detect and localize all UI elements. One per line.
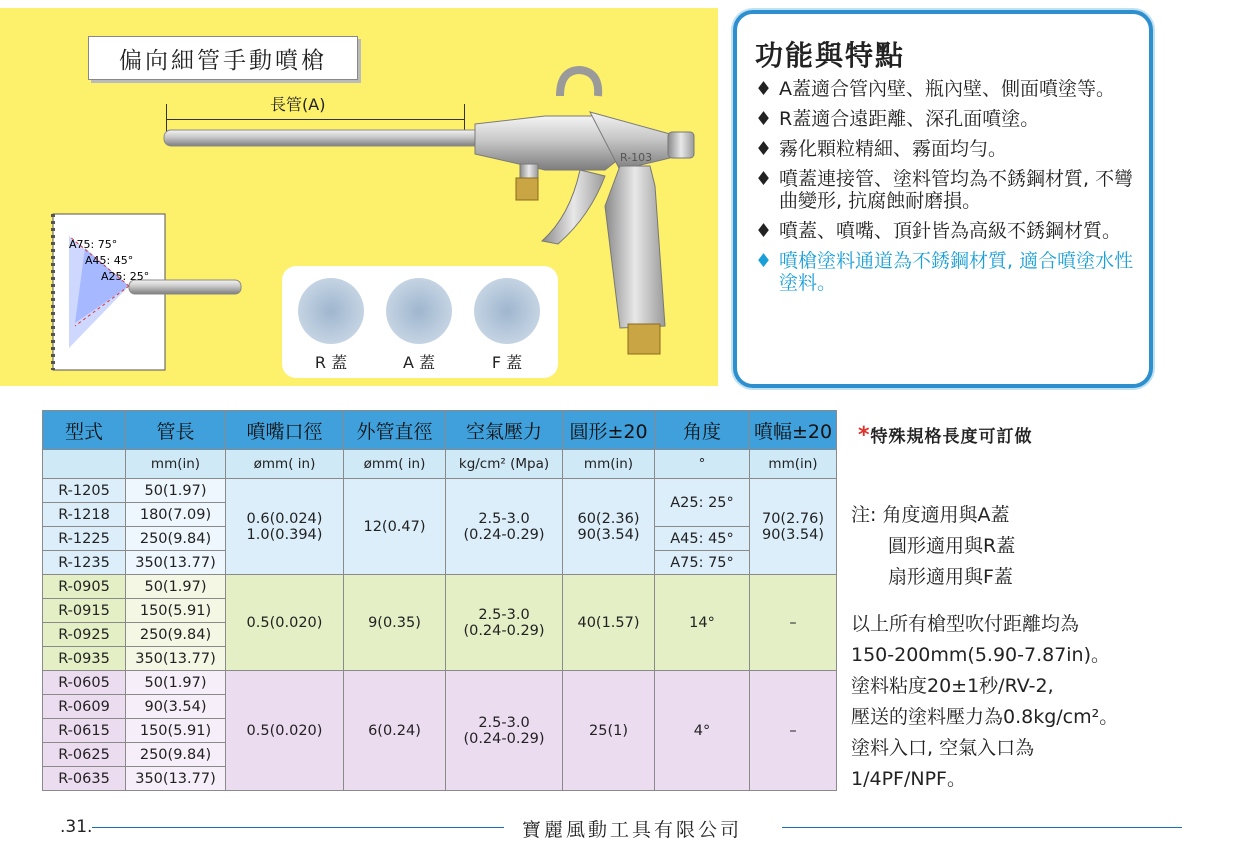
round-cell: 60(2.36) 90(3.54) — [563, 479, 655, 575]
cap-usage-notes: 注: 角度適用與A蓋 圓形適用與R蓋 扇形適用與F蓋 — [851, 504, 1016, 588]
col-header-angle: 角度 — [655, 411, 750, 450]
product-title: 偏向細管手動噴槍 — [88, 36, 358, 80]
width-cell: – — [750, 671, 837, 791]
r-cap-label: R 蓋 — [314, 353, 348, 372]
f-cap-image — [474, 278, 540, 344]
spray-angle-diagram — [45, 208, 245, 378]
angle-a75-cell: A75: 75° — [655, 551, 750, 575]
nozzle-cell: 0.5(0.020) — [226, 575, 344, 671]
a-cap-label: A 蓋 — [402, 353, 436, 372]
features-panel — [733, 10, 1153, 388]
feature-item: ♦ A蓋適合管內壁、瓶內壁、側面噴塗等。 — [755, 78, 1115, 100]
table-row: R-0635 350(13.77) — [43, 767, 837, 791]
table-row: R-1225 250(9.84) A45: 45° — [43, 527, 837, 551]
table-row: R-0935 350(13.77) — [43, 647, 837, 671]
outer-dia-cell: 12(0.47) — [344, 479, 446, 575]
diamond-bullet-icon: ♦ — [755, 168, 773, 190]
feature-item: ♦ 噴蓋、噴嘴、頂針皆為高級不銹鋼材質。 — [755, 220, 1122, 242]
col-header-nozzle: 噴嘴口徑 — [226, 411, 344, 450]
usage-info: 以上所有槍型吹付距離均為 150-200mm(5.90-7.87in)。 塗料粘度20±1秒/RV-2, 壓送的塗料壓力為0.8kg/cm²。 塗料入口, 空氣入口為 1/4PF/NPF。 — [851, 613, 1119, 790]
gun-model-marking: R-103 — [620, 151, 653, 164]
nozzle-cell: 0.5(0.020) — [226, 671, 344, 791]
f-cap-label: F 蓋 — [491, 353, 523, 372]
diamond-bullet-icon: ♦ — [755, 108, 773, 130]
col-header-model: 型式 — [43, 411, 126, 450]
col-header-outer-dia: 外管直徑 — [344, 411, 446, 450]
asterisk-icon: * — [858, 423, 871, 448]
table-row: R-0605 50(1.97) 0.5(0.020) 6(0.24) 2.5-3.0 (0.24-0.29) 25(1) 4° – — [43, 671, 837, 695]
angle-cell: 4° — [655, 671, 750, 791]
table-row: R-0915 150(5.91) — [43, 599, 837, 623]
angle-cell: 14° — [655, 575, 750, 671]
angle-a25-cell: A25: 25° — [655, 479, 750, 527]
diamond-bullet-icon: ♦ — [755, 78, 773, 100]
footer-rule-left — [92, 827, 504, 828]
width-cell: 70(2.76) 90(3.54) — [750, 479, 837, 575]
company-name: 寶麗風動工具有限公司 — [522, 819, 743, 841]
angle-a45-cell: A45: 45° — [655, 527, 750, 551]
pressure-cell: 2.5-3.0 (0.24-0.29) — [446, 575, 563, 671]
table-units-row: mm(in) ømm( in) ømm( in) kg/cm² (Mpa) mm(in) ° mm(in) — [43, 450, 837, 479]
diamond-bullet-icon: ♦ — [755, 250, 773, 272]
round-cell: 40(1.57) — [563, 575, 655, 671]
angle-label-a45: A45: 45° — [85, 254, 134, 267]
table-row: R-0609 90(3.54) — [43, 695, 837, 719]
round-cell: 25(1) — [563, 671, 655, 791]
table-row: R-0925 250(9.84) — [43, 623, 837, 647]
hero-panel — [0, 8, 718, 386]
col-header-pressure: 空氣壓力 — [446, 411, 563, 450]
features-title: 功能與特點 — [755, 39, 906, 72]
col-header-round: 圓形±20 — [563, 411, 655, 450]
table-row: R-1205 50(1.97) 0.6(0.024) 1.0(0.394) 12(0.47) 2.5-3.0 (0.24-0.29) 60(2.36) 90(3.54) A25: 25° 70(2.76) 90(3.54) — [43, 479, 837, 503]
footer-rule-right — [782, 827, 1182, 828]
pressure-cell: 2.5-3.0 (0.24-0.29) — [446, 671, 563, 791]
angle-label-a75: A75: 75° — [69, 238, 118, 251]
outer-dia-cell: 9(0.35) — [344, 575, 446, 671]
col-header-length: 管長 — [126, 411, 226, 450]
outer-dia-cell: 6(0.24) — [344, 671, 446, 791]
table-header-row — [43, 411, 837, 450]
table-row: R-0905 50(1.97) 0.5(0.020) 9(0.35) 2.5-3.0 (0.24-0.29) 40(1.57) 14° – — [43, 575, 837, 599]
r-cap-image — [298, 278, 364, 344]
feature-item-highlight: ♦ 噴槍塗料通道為不銹鋼材質, 適合噴塗水性塗料。 — [755, 250, 1134, 294]
table-row: R-1235 350(13.77) A75: 75° — [43, 551, 837, 575]
angle-label-a25: A25: 25° — [101, 270, 150, 283]
table-row: R-0615 150(5.91) — [43, 719, 837, 743]
a-cap-image — [386, 278, 452, 344]
page-number: .31. — [60, 817, 93, 837]
nozzle-cell: 0.6(0.024) 1.0(0.394) — [226, 479, 344, 575]
width-cell: – — [750, 575, 837, 671]
special-spec-note: *特殊規格長度可訂做 — [858, 423, 1033, 448]
feature-item: ♦ R蓋適合遠距離、深孔面噴塗。 — [755, 108, 1040, 130]
pressure-cell: 2.5-3.0 (0.24-0.29) — [446, 479, 563, 575]
table-row: R-1218 180(7.09) — [43, 503, 837, 527]
air-caps-panel — [282, 266, 558, 378]
col-header-width: 噴幅±20 — [750, 411, 837, 450]
features-list — [755, 78, 1140, 302]
feature-item: ♦ 霧化顆粒精細、霧面均勻。 — [755, 138, 1008, 160]
table-row: R-0625 250(9.84) — [43, 743, 837, 767]
diamond-bullet-icon: ♦ — [755, 220, 773, 242]
diamond-bullet-icon: ♦ — [755, 138, 773, 160]
tube-length-label: 長管(A) — [270, 95, 326, 114]
feature-item: ♦ 噴蓋連接管、塗料管均為不銹鋼材質, 不彎曲變形, 抗腐蝕耐磨損。 — [755, 168, 1134, 212]
spec-table — [42, 410, 837, 791]
